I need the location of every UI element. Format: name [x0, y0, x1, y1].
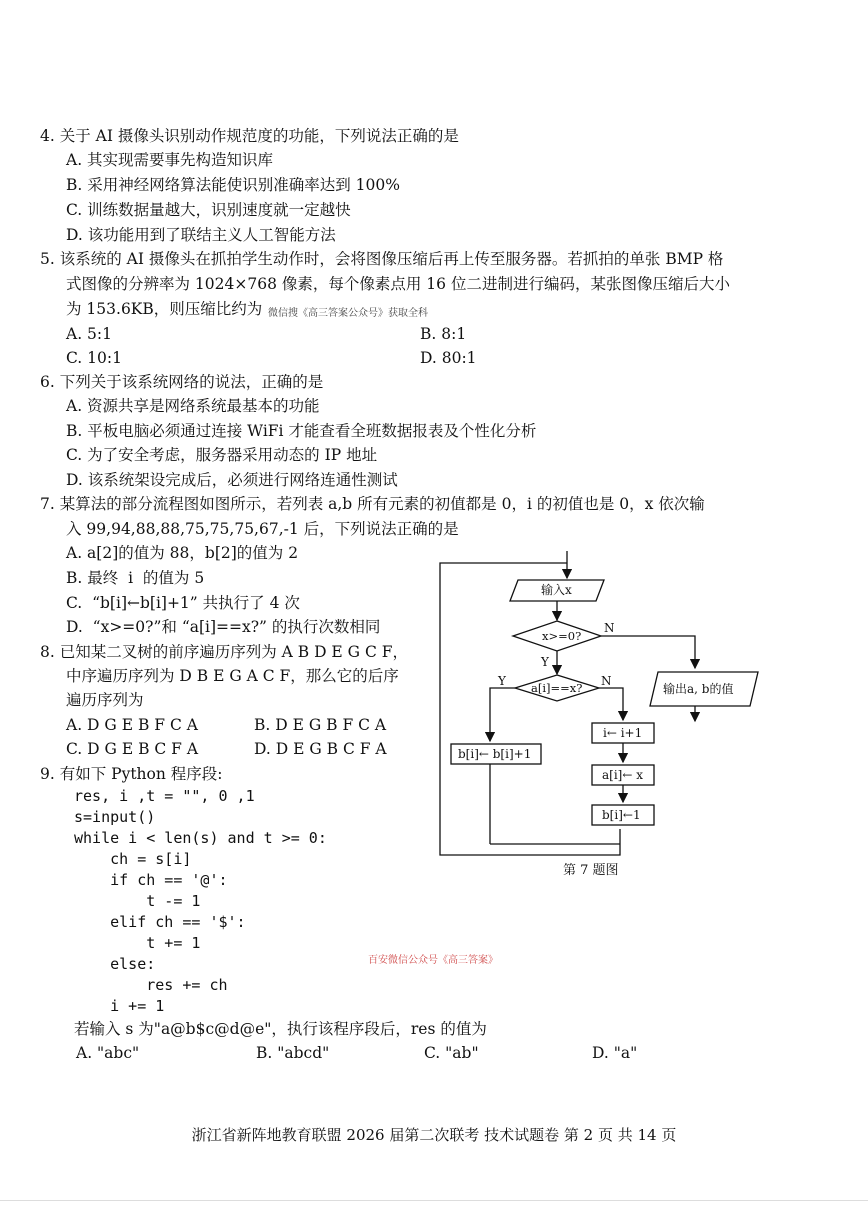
q6-stem: 6. 下列关于该系统网络的说法，正确的是 [40, 373, 324, 391]
q7-stem-line2: 入 99,94,88,88,75,75,75,67,-1 后，下列说法正确的是 [66, 520, 459, 538]
q7-stem-line1: 7. 某算法的部分流程图如图所示，若列表 a,b 所有元素的初值都是 0，i 的初值也是 0，x 依次输 [40, 495, 705, 513]
q8-stem-line3: 遍历序列为 [66, 691, 144, 709]
q5-option-a: A. 5:1 [66, 325, 112, 343]
q9-option-b: B. "abcd" [256, 1044, 330, 1062]
flow-cond1-yes: Y [541, 655, 549, 669]
flow-cond1-no: N [604, 621, 615, 635]
code-line-8: t += 1 [74, 934, 201, 952]
q5-stem-line2: 式图像的分辨率为 1024×768 像素，每个像素点用 16 位二进制进行编码，某张图像压缩后大小 [66, 275, 730, 293]
page-footer: 浙江省新阵地教育联盟 2026 届第二次联考 技术试题卷 第 2 页 共 14 页 [191, 1126, 677, 1144]
flow-box-a-label: a[i]← x [602, 768, 643, 782]
flow-cond2-yes: Y [498, 674, 506, 688]
q6-option-c: C. 为了安全考虑，服务器采用动态的 IP 地址 [66, 446, 378, 464]
q4-option-c: C. 训练数据量越大，识别速度就一定越快 [66, 201, 351, 219]
q5-option-d: D. 80:1 [420, 349, 477, 367]
flow-cond2-no: N [601, 674, 612, 688]
q9-option-a: A. "abc" [76, 1044, 140, 1062]
q4-option-d: D. 该功能用到了联结主义人工智能方法 [66, 226, 336, 244]
q6-option-a: A. 资源共享是网络系统最基本的功能 [66, 397, 320, 415]
q4-option-a: A. 其实现需要事先构造知识库 [66, 151, 274, 169]
q7-option-b: B. 最终 i 的值为 5 [66, 569, 205, 587]
red-watermark: 百安微信公众号《高三答案》 [368, 955, 498, 966]
flow-box-b1-label: b[i]←1 [602, 808, 641, 822]
q5-stem-line3: 为 153.6KB，则压缩比约为 [66, 300, 263, 318]
q9-stem: 9. 有如下 Python 程序段: [40, 765, 223, 783]
q9-tail: 若输入 s 为"a@b$c@d@e"，执行该程序段后，res 的值为 [74, 1020, 487, 1038]
flow-box-b-label: b[i]← b[i]+1 [458, 747, 532, 761]
q7-option-a: A. a[2]的值为 88，b[2]的值为 2 [66, 544, 299, 562]
code-line-2: s=input() [74, 808, 156, 826]
flow-box-i-label: i← i+1 [603, 726, 643, 740]
flow-output-label: 输出a, b的值 [663, 682, 734, 696]
q8-stem-line2: 中序遍历序列为 D B E G A C F，那么它的后序 [66, 667, 399, 685]
q5-option-b: B. 8:1 [420, 325, 467, 343]
q8-stem-line1: 8. 已知某二叉树的前序遍历序列为 A B D E G C F， [40, 643, 409, 661]
q8-option-b: B. D E G B F C A [254, 716, 387, 734]
q5-stem-line1: 5. 该系统的 AI 摄像头在抓拍学生动作时，会将图像压缩后再上传至服务器。若抓拍的单张 BMP 格 [40, 250, 724, 268]
flow-cond2-label: a[i]==x? [531, 681, 583, 695]
flow-input-label: 输入x [541, 583, 572, 597]
q8-option-c: C. D G E B C F A [66, 740, 199, 758]
flowchart-caption: 第 7 题图 [563, 863, 619, 878]
q4-option-b: B. 采用神经网络算法能使识别准确率达到 100% [66, 176, 400, 194]
q5-option-c: C. 10:1 [66, 349, 122, 367]
code-line-10: res += ch [74, 976, 228, 994]
code-line-11: i += 1 [74, 997, 165, 1015]
q8-option-a: A. D G E B F C A [66, 716, 198, 734]
code-line-4: ch = s[i] [74, 850, 192, 868]
scan-edge [0, 1200, 868, 1201]
q5-watermark: 微信搜《高三答案公众号》获取全科 [268, 308, 428, 319]
q7-option-d: D. “x>=0?”和 “a[i]==x?” 的执行次数相同 [66, 618, 381, 636]
code-line-5: if ch == '@': [74, 871, 228, 889]
q7-option-c: C. “b[i]←b[i]+1” 共执行了 4 次 [66, 594, 300, 612]
q9-option-d: D. "a" [592, 1044, 638, 1062]
q8-option-d: D. D E G B C F A [254, 740, 387, 758]
flow-cond1-label: x>=0? [542, 629, 582, 643]
code-line-6: t -= 1 [74, 892, 201, 910]
code-line-3: while i < len(s) and t >= 0: [74, 829, 327, 847]
code-line-9: else: [74, 955, 156, 973]
code-line-7: elif ch == '$': [74, 913, 246, 931]
code-line-1: res, i ,t = "", 0 ,1 [74, 787, 255, 805]
q9-option-c: C. "ab" [424, 1044, 479, 1062]
q4-stem: 4. 关于 AI 摄像头识别动作规范度的功能，下列说法正确的是 [40, 127, 459, 145]
q6-option-b: B. 平板电脑必须通过连接 WiFi 才能查看全班数据报表及个性化分析 [66, 422, 537, 440]
q6-option-d: D. 该系统架设完成后，必须进行网络连通性测试 [66, 471, 398, 489]
